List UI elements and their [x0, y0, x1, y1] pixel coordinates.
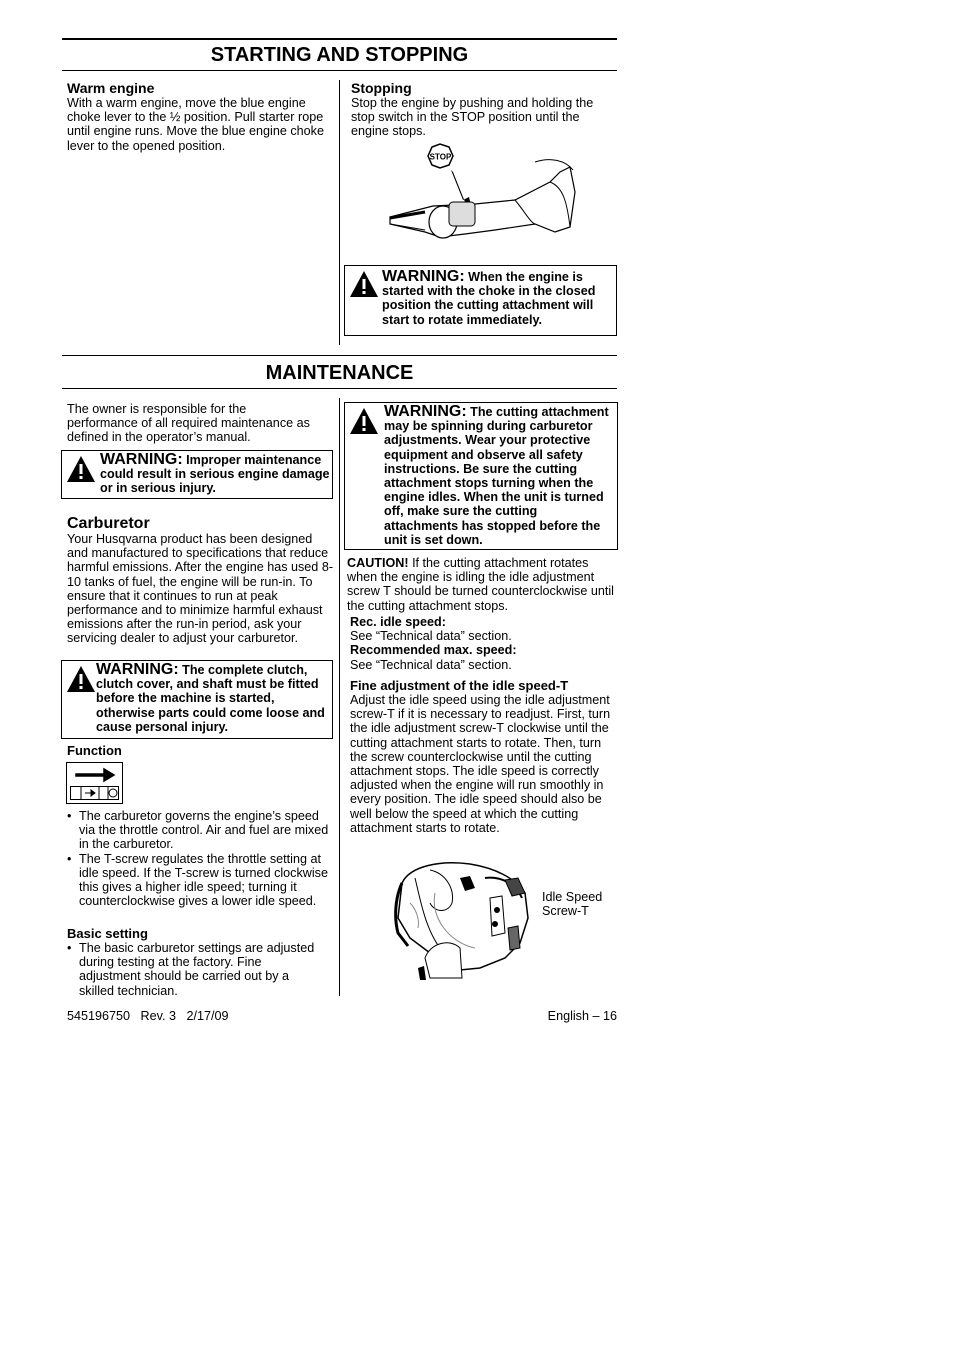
footer-page-number: English – 16: [547, 1009, 617, 1023]
caution-label: CAUTION!: [347, 556, 409, 570]
warning-triangle-icon: [349, 407, 379, 435]
function-symbol-icon: [66, 762, 123, 804]
function-bullet-1: • The carburetor governs the engine’s speed via the throttle control. Air and fuel are mixed in the carburetor.: [67, 809, 331, 852]
carburetor-block: [67, 515, 333, 646]
section-title-maintenance: MAINTENANCE: [265, 362, 414, 384]
warning-maintenance-box: [61, 450, 333, 499]
basic-setting-bullet: • The basic carburetor settings are adjusted during testing at the factory. Fine adjustment should be carried out by a skilled technician.: [67, 941, 322, 998]
fine-adjust-heading: Fine adjustment of the idle speed-T: [350, 678, 569, 693]
stopping-block: [351, 80, 613, 139]
caution-text: If the cutting attachment rotates when the engine is idling the idle adjustment screw T should be turned counterclockwise until the cutting attachment stops.: [347, 556, 614, 613]
warning-spinning-box: [344, 402, 618, 550]
idle-screw-label-line2: Screw-T: [542, 904, 589, 919]
function-list: [67, 809, 331, 908]
warning-maintenance-label: WARNING:: [100, 451, 183, 468]
warning-triangle-icon: [349, 270, 379, 298]
section-rule: [62, 70, 617, 71]
fine-adjust-block: [350, 678, 614, 835]
stop-sign-label: STOP: [429, 152, 452, 162]
function-heading: Function: [67, 743, 122, 758]
idle-screw-label-line1: Idle Speed: [542, 890, 603, 904]
carburetor-text: Your Husqvarna product has been designed and manufactured to specifications that reduce harmful emissions. After the engine has used 8-10 tanks of fuel, the engine will be run-in. To ensure that it continues to run at peak performance and to minimize harmful exhaust emissions after the run-in period, ask your servicing dealer to adjust your carburetor.: [67, 532, 334, 646]
warning-clutch-text: The complete clutch, clutch cover, and shaft must be fitted before the machine is started, otherwise parts could come loose and cause personal injury.: [96, 663, 325, 734]
warm-engine-heading: Warm engine: [67, 80, 155, 96]
warning-choke-label: WARNING:: [382, 268, 465, 285]
max-speed-label: Recommended max. speed:: [350, 643, 517, 658]
fine-adjust-text: Adjust the idle speed using the idle adjustment screw-T if it is necessary to readjust. First, turn the idle adjustment screw-T clockwise until the cutting attachment starts to rotate. Then, turn the screw counterclockwise until the cutting attachment stops. The idle speed is correctly adjusted when the engine will run smoothly in every position. The idle speed should also be well below the speed at which the cutting attachment starts to rotate.: [350, 693, 611, 835]
warning-spinning-text: The cutting attachment may be spinning during carburetor adjustments. Wear your protective equipment and observe all safety instructions. Be sure the cutting attachment stops turning when the engine idles. When the unit is turned off, make sure the cutting attachments has stopped before the unit is set down.: [384, 405, 609, 547]
carburetor-illustration: [390, 858, 535, 980]
warning-choke-text: When the engine is started with the choke in the closed position the cutting attachment will start to rotate immediately.: [382, 270, 596, 327]
warm-engine-text: With a warm engine, move the blue engine choke lever to the ½ position. Pull starter rope until engine runs. Move the blue engine choke lever to the opened position.: [67, 96, 324, 153]
warning-clutch-box: [61, 660, 333, 739]
idle-screw-label: [542, 890, 617, 918]
caution-block: [347, 556, 615, 613]
footer-doc-id: 545196750 Rev. 3 2/17/09: [67, 1009, 229, 1023]
warm-engine-block: [67, 80, 335, 153]
stop-switch-illustration: [385, 142, 585, 247]
stopping-heading: Stopping: [351, 80, 412, 96]
section-title-starting: STARTING AND STOPPING: [210, 44, 469, 66]
stopping-text: Stop the engine by pushing and holding the stop switch in the STOP position until the engine stops.: [351, 96, 594, 139]
max-speed-text: See “Technical data” section.: [350, 657, 512, 672]
column-divider-bottom: [339, 398, 340, 996]
warning-triangle-icon: [66, 665, 96, 693]
maintenance-rule: [62, 388, 617, 389]
top-rule: [62, 38, 617, 40]
warning-choke-box: [344, 265, 617, 336]
rec-idle-text: See “Technical data” section.: [350, 629, 512, 644]
function-bullet-2: • The T-screw regulates the throttle setting at idle speed. If the T-screw is turned clockwise this gives a higher idle speed; turning it counterclockwise gives a lower idle speed.: [67, 852, 331, 909]
column-divider-top: [339, 80, 340, 345]
warning-spinning-label: WARNING:: [384, 403, 467, 420]
warning-clutch-label: WARNING:: [96, 661, 179, 678]
carburetor-heading: Carburetor: [67, 515, 150, 532]
warning-triangle-icon: [66, 455, 96, 483]
maintenance-intro: The owner is responsible for the performance of all required maintenance as defined in the operator’s manual.: [67, 402, 310, 445]
basic-setting-list: [67, 941, 322, 998]
rec-idle-label: Rec. idle speed:: [350, 615, 446, 629]
warning-maintenance-text: Improper maintenance could result in serious engine damage or in serious injury.: [100, 453, 330, 496]
speeds-block: [350, 615, 612, 672]
maintenance-top-rule: [62, 355, 617, 356]
basic-setting-heading: Basic setting: [67, 926, 148, 941]
